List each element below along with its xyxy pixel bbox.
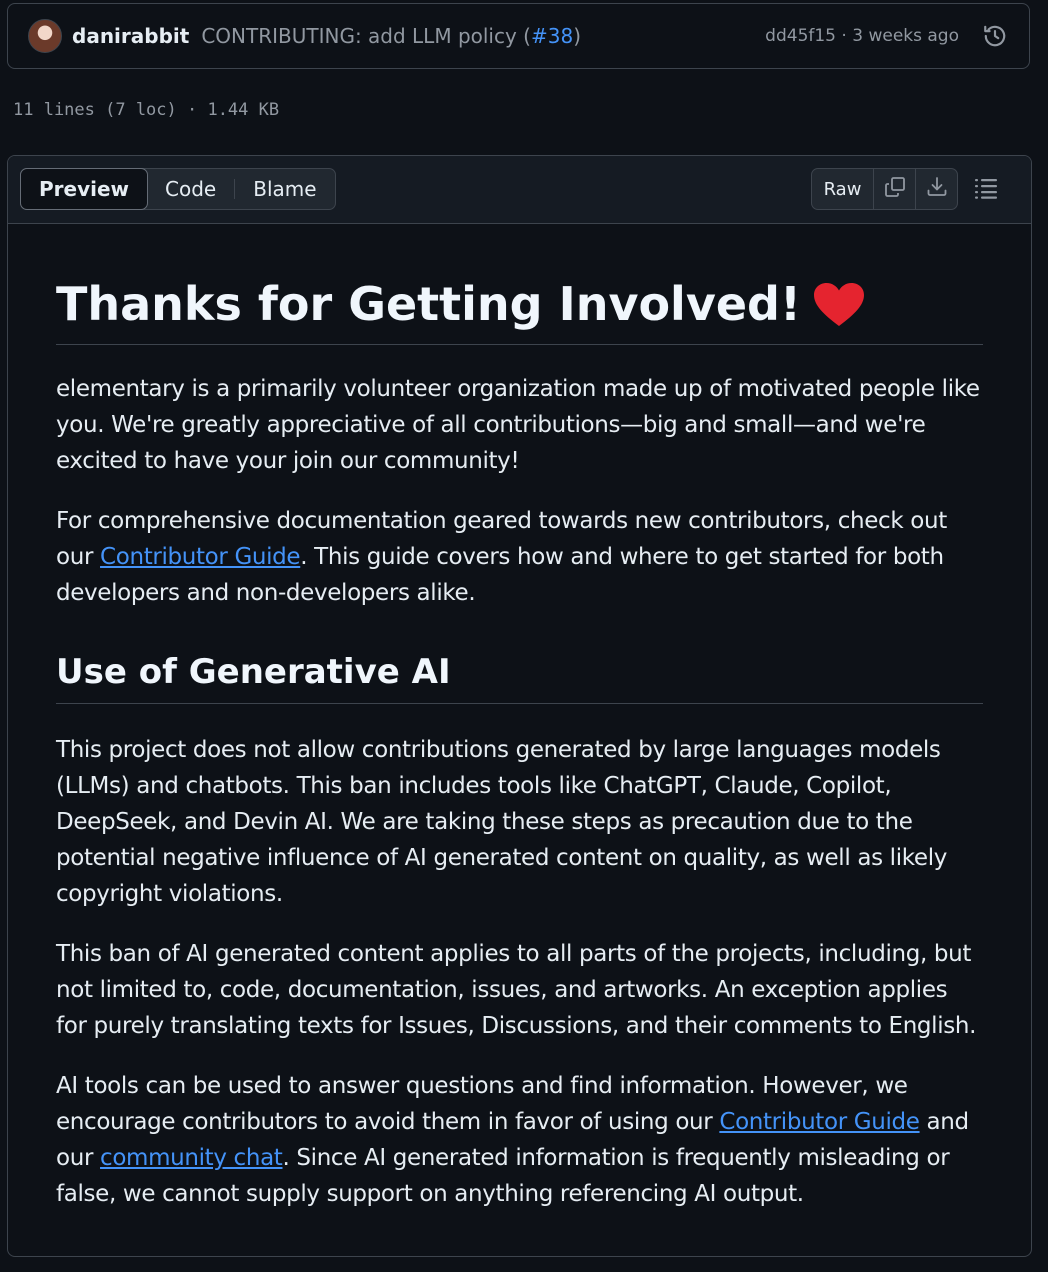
meta-separator: · [836,26,853,46]
download-icon [925,175,949,204]
ai-tools-text-end: . Since AI generated information is frequently misleading or false, we cannot supply support on anything referencing AI output. [56,1145,950,1207]
commit-time: 3 weeks ago [852,26,959,46]
contributor-guide-link[interactable]: Contributor Guide [100,543,301,570]
tab-preview[interactable]: Preview [20,168,148,210]
pr-link[interactable]: #38 [530,24,574,48]
community-chat-link[interactable]: community chat [100,1145,283,1171]
intro-paragraph: elementary is a primarily volunteer organization made up of motivated people like you. We're greatly appreciative of all contributions—big and small—and we're excited to have your join our community! [56,375,980,474]
ai-tools-text-mid: and our [56,1109,969,1171]
file-viewer [7,155,1032,1257]
file-info: 11 lines (7 loc) · 1.44 KB [13,100,280,120]
commit-message[interactable] [201,24,581,48]
commit-meta [765,26,959,46]
commit-author[interactable]: danirabbit [72,24,190,48]
contributor-guide-link-2[interactable]: Contributor Guide [719,1109,920,1135]
ai-scope-paragraph: This ban of AI generated content applies to all parts of the projects, including, but not limited to, code, documentation, issues, and artworks. An exception applies for purely translating texts for Issues, Discussions, and their comments to English. [56,941,977,1039]
commit-message-text[interactable]: CONTRIBUTING: add LLM policy ( [201,24,531,48]
commit-sha[interactable]: dd45f15 [765,26,837,46]
tab-blame[interactable]: Blame [253,177,317,201]
view-mode-toggle [20,168,336,210]
commit-message-suffix: ) [573,24,582,48]
guide-paragraph [56,503,983,611]
heart-icon [813,282,865,328]
list-icon [974,177,998,203]
page-title-text: Thanks for Getting Involved! [56,277,801,331]
tab-code[interactable]: Code [165,177,217,201]
guide-text: For comprehensive documentation geared towards new contributors, check out our [56,507,947,570]
page-title [56,276,983,345]
copy-icon [883,175,907,204]
ai-tools-text: AI tools can be used to answer questions and find information. However, we encourage contributors to avoid them in favor of using our [56,1073,908,1135]
latest-commit-bar [7,3,1030,69]
guide-text-end: . This guide covers how and where to get started for both developers and non-developers alike. [56,543,944,606]
file-actions [811,168,958,210]
raw-button[interactable]: Raw [812,169,874,209]
file-header [8,156,1031,224]
ai-tools-paragraph [56,1068,983,1212]
ai-policy-paragraph: This project does not allow contributions generated by large languages models (LLMs) and chatbots. This ban includes tools like ChatGPT, Claude, Copilot, DeepSeek, and Devin AI. We are taking these steps as precaution due to the potential negative influence of AI generated content on quality, as well as likely copyright violations. [56,737,947,907]
markdown-body [8,276,1031,1212]
section-heading: Use of Generative AI [56,651,983,705]
outline-button[interactable] [966,174,1006,206]
history-icon[interactable] [981,22,1009,50]
download-button[interactable] [915,169,957,209]
copy-raw-button[interactable] [874,169,915,209]
avatar[interactable] [28,19,62,53]
